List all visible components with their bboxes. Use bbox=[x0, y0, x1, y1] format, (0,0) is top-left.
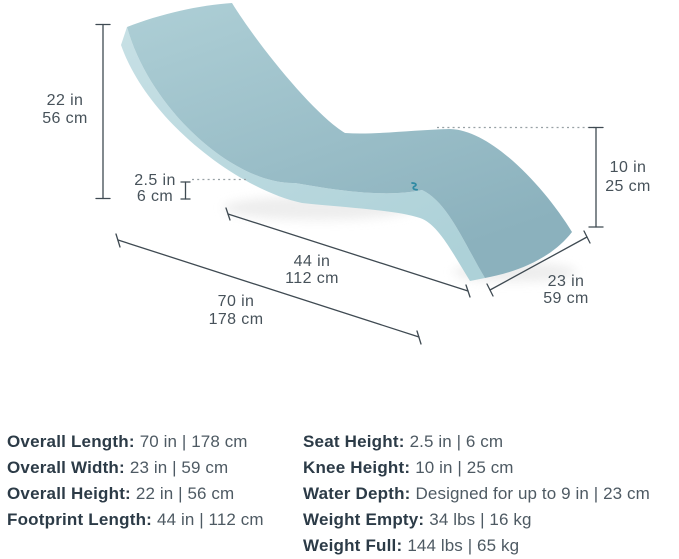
spec-column-left bbox=[7, 429, 264, 533]
spec-value: 44 in | 112 cm bbox=[157, 510, 264, 529]
spec-value: 23 in | 59 cm bbox=[129, 458, 229, 477]
dim-label: 2.5 in bbox=[134, 172, 176, 189]
spec-label: Weight Empty: bbox=[303, 510, 425, 529]
spec-label: Knee Height: bbox=[303, 458, 411, 477]
spec-list bbox=[0, 429, 679, 557]
dim-overall-length bbox=[116, 234, 421, 344]
spec-label: Overall Length: bbox=[7, 432, 135, 451]
spec-row-water-depth bbox=[303, 481, 650, 507]
spec-value: 144 lbs | 65 kg bbox=[407, 536, 520, 555]
spec-column-right bbox=[303, 429, 650, 559]
dim-label: 6 cm bbox=[136, 188, 174, 205]
chaise-lounge bbox=[121, 3, 572, 281]
dim-label: 178 cm bbox=[208, 311, 264, 328]
spec-row-overall-height bbox=[7, 481, 264, 507]
dim-label: 25 cm bbox=[605, 178, 651, 195]
dim-label: 70 in bbox=[217, 293, 255, 310]
spec-row-footprint-length bbox=[7, 507, 264, 533]
dim-label: 10 in bbox=[609, 159, 647, 176]
spec-value: 34 lbs | 16 kg bbox=[429, 510, 532, 529]
spec-row-weight-full bbox=[303, 533, 650, 559]
spec-row-seat-height bbox=[303, 429, 650, 455]
dim-label: 22 in bbox=[46, 92, 84, 109]
dim-overall-height bbox=[42, 25, 110, 199]
spec-label: Footprint Length: bbox=[7, 510, 153, 529]
spec-value: 10 in | 25 cm bbox=[415, 458, 514, 477]
spec-value: Designed for up to 9 in | 23 cm bbox=[415, 484, 650, 503]
dim-seat-height bbox=[134, 172, 248, 205]
spec-value: 70 in | 178 cm bbox=[139, 432, 248, 451]
spec-row-knee-height bbox=[303, 455, 650, 481]
dim-label: 23 in bbox=[547, 273, 585, 290]
spec-label: Seat Height: bbox=[303, 432, 405, 451]
spec-label: Weight Full: bbox=[303, 536, 403, 555]
dim-label: 112 cm bbox=[285, 270, 339, 287]
spec-value: 2.5 in | 6 cm bbox=[409, 432, 504, 451]
spec-row-overall-length bbox=[7, 429, 264, 455]
spec-label: Overall Height: bbox=[7, 484, 131, 503]
dim-label: 56 cm bbox=[42, 110, 88, 127]
spec-label: Overall Width: bbox=[7, 458, 125, 477]
dim-label: 44 in bbox=[293, 253, 331, 270]
spec-row-weight-empty bbox=[303, 507, 650, 533]
dim-label: 59 cm bbox=[543, 290, 589, 307]
spec-label: Water Depth: bbox=[303, 484, 411, 503]
spec-value: 22 in | 56 cm bbox=[135, 484, 235, 503]
spec-row-overall-width bbox=[7, 455, 264, 481]
